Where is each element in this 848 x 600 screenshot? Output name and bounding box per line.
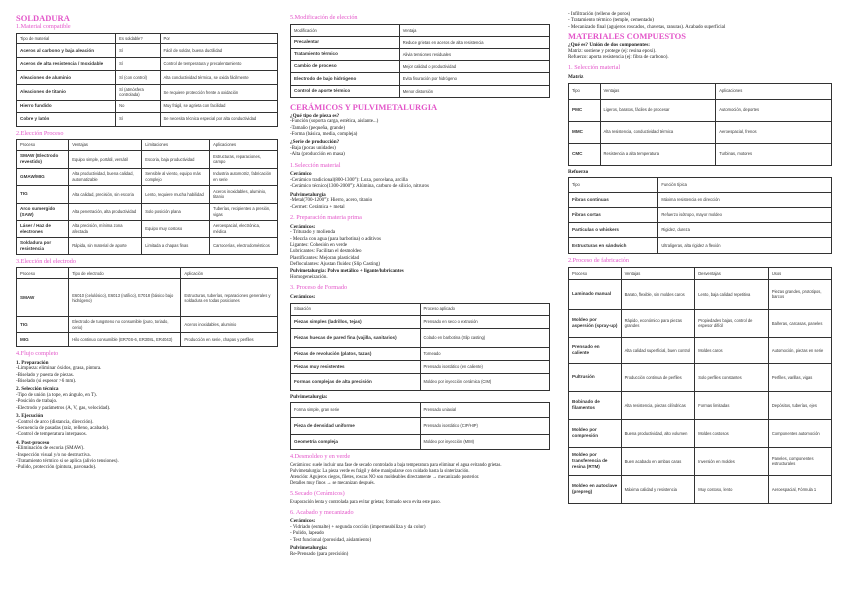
table-row-label: Forma simple, gran serie: [291, 403, 421, 418]
table-row: [569, 267, 832, 279]
table-row: [17, 140, 278, 150]
list-acabado-cont: [568, 12, 832, 31]
label-pulvi-acabado: Pulvimetalurgia:: [290, 545, 328, 552]
table-cell: Se requiere protección frente a oxidación: [160, 84, 277, 100]
table-row: [291, 403, 550, 418]
list-pulvi-acabado: [290, 552, 550, 558]
table-cell: Moldeo por inyección (MIM): [420, 435, 550, 450]
table-cell: Evita fisuración por hidrógeno: [399, 72, 549, 85]
table-row: [291, 360, 550, 373]
table-row: [291, 435, 550, 450]
table-row: [569, 475, 832, 503]
table-row-label: Aleaciones de aluminio: [17, 70, 116, 84]
table-refuerzo: [568, 177, 832, 254]
table-row: [291, 347, 550, 360]
table-row: [17, 237, 278, 254]
list-item: -Metal(700-1200°): Hierro, acero, titanio: [290, 198, 373, 204]
table-cell: Sí (con control): [116, 70, 160, 84]
table-cell: Muy costoso, lento: [695, 475, 769, 503]
table-row-label: Partículas o whiskers: [569, 223, 658, 238]
table-row: [569, 83, 832, 99]
table-cell: Control de temperatura y precalentamiento: [160, 57, 277, 70]
table-cell: Equipo simple, portátil, versátil: [69, 150, 142, 168]
table-row-label: GMAW/MIG: [17, 168, 69, 185]
list-item: Pulvimetalurgia: La pieza verde es frágil y debe manipularse con cuidado hasta la sinterización.: [290, 468, 470, 474]
table-cell: Aplicaciones: [210, 140, 278, 150]
table-row-label: Bobinado de filamentos: [569, 391, 622, 419]
table-cell: Máxima calidad y resistencia: [621, 475, 695, 503]
heading-material-compatible: 1.Material compatible: [16, 22, 71, 30]
heading-seleccion-material-comp: 1. Selección material: [568, 64, 621, 72]
list-item: -Limpieza: eliminar óxidos, grasa, pintura.: [16, 366, 102, 372]
table-row-label: Proceso: [17, 268, 69, 279]
table-cell: Tuberías, recipientes a presión, vigas: [210, 203, 278, 220]
table-row-label: Piezas simples (ladrillos, tejas): [291, 315, 421, 328]
list-item: Cerámicos: suele incluir una fase de secado controlado a baja temperatura para eliminar el agua evitando grietas.: [290, 462, 502, 468]
table-row-label: Tipo de material: [17, 33, 116, 43]
table-cell: Depósitos, tuberías, ejes: [768, 391, 831, 419]
list-item: Defloculantes: Ajustan fluidez (Slip Casting): [290, 262, 380, 268]
list-item: - Mecanizado final (agujeros roscados, chavetas, ranuras). Acabado superficial: [568, 24, 726, 30]
table-cell: Barato, flexible, sin moldes caros: [621, 279, 695, 309]
table-row-label: Geometría compleja: [291, 435, 421, 450]
table-row-label: Estructuras en sándwich: [569, 238, 658, 254]
table-cell: Aeroespacial, Fórmula 1: [768, 475, 831, 503]
table-cell: Reduce grietas en aceros de alta resistencia: [399, 36, 549, 48]
label-ceramicos-acabado: Cerámicos:: [290, 518, 316, 525]
list-item: -Forma (básica, media, compleja): [290, 131, 358, 137]
table-cell: Estructuras, reparaciones, campo: [210, 150, 278, 168]
column-compuestos: [568, 12, 832, 507]
table-cell: Turbinas, motores: [716, 143, 832, 165]
list-item: Atención: Agujeros ciegos, filetes, roscas NO son moldeables directamente → mecanizado posterior.: [290, 474, 480, 480]
section-title-ceramicos: CERÁMICOS Y PULVIMETALURGIA: [290, 101, 438, 112]
table-row: [569, 193, 832, 208]
table-cell: Alta penetración, alta productividad: [69, 203, 142, 220]
table-row-label: PMC: [569, 99, 601, 121]
table-row: [569, 143, 832, 165]
table-cell: Ventajas: [621, 267, 695, 279]
table-row-label: Moldeo por transferencia de resina (RTM): [569, 447, 622, 475]
list-desmoldeo: [290, 463, 550, 487]
section-title-compuestos: MATERIALES COMPUESTOS: [568, 31, 686, 42]
list-item: -Tratamiento térmico si se aplica (alivio tensiones).: [16, 459, 119, 465]
table-row-label: Láser / Haz de electrones: [17, 220, 69, 237]
flujo-steps: [16, 360, 278, 472]
pulvi-prep-extra: Homogeneización.: [290, 274, 328, 280]
table-cell: Alta resistencia, piezas cilíndricas: [621, 391, 695, 419]
table-row-label: Tipo: [569, 83, 601, 99]
heading-modificacion: 5.Modificación de elección: [290, 14, 358, 21]
heading-eleccion-proceso: 2.Elección Proceso: [16, 129, 64, 137]
list-item: Plastificantes: Mejoran plasticidad: [290, 255, 360, 261]
table-cell: Ligeros, baratos, fáciles de procesar: [600, 99, 716, 121]
list-item: -Tipo de unión (a tope, en ángulo, en T).: [16, 392, 97, 398]
table-eleccion-proceso: [16, 139, 278, 254]
table-cell: Función típica: [658, 178, 832, 193]
table-cell: Aceros inoxidables, aluminio: [181, 317, 278, 333]
table-cell: Moldes caros: [695, 337, 769, 363]
table-row-label: SMAW (Electrodo revestido): [17, 150, 69, 168]
label-pulvimetalurgia: Pulvimetalurgia: [290, 191, 326, 198]
list-item: -Pulido, protección (pintura, pavonado).: [16, 465, 97, 471]
table-cell: Propiedades bajas, control de espesor difícil: [695, 309, 769, 337]
section-title-soldadura: SOLDADURA: [16, 13, 70, 23]
table-cell: Piezas grandes, prototipos, barcos: [768, 279, 831, 309]
heading-formado: 3. Proceso de Formado: [290, 284, 348, 292]
table-row-label: Piezas de revolución (platos, tazas): [291, 347, 421, 360]
column-ceramicos: [290, 14, 550, 558]
table-row: [291, 60, 550, 72]
table-cell: Paneles, componentes estructurales: [768, 447, 831, 475]
table-row: [569, 178, 832, 193]
table-row-label: Aceros al carbono y baja aleación: [17, 43, 116, 57]
table-row-label: Aleaciones de titanio: [17, 84, 116, 100]
table-cell: Ultraligeras, alta rigidez a flexión: [658, 238, 832, 254]
table-cell: Formas limitadas: [695, 391, 769, 419]
label-ceramicos-formado: Cerámicos:: [290, 294, 316, 301]
flujo-step-title: 4. Post-proceso: [16, 439, 50, 446]
list-item: -Tamaño (pequeña, grande): [290, 125, 346, 131]
list-item: - Vidriado (esmalte) + segunda cocción (impermeabiliza y da color): [290, 524, 426, 530]
table-row: [291, 36, 550, 48]
table-cell: Equipo muy costoso: [142, 220, 210, 237]
table-matriz: [568, 83, 832, 166]
list-item: - Infiltración (relleno de poros): [568, 12, 631, 17]
table-cell: Lento, baja calidad repetitiva: [695, 279, 769, 309]
table-cell: Buena productividad, alto volumen: [621, 419, 695, 447]
table-cell: Buen acabado en ambas caras: [621, 447, 695, 475]
list-ceramico: [290, 178, 550, 191]
table-row-label: Modificación: [291, 24, 400, 36]
table-row: [291, 373, 550, 390]
table-row-label: Cobre y latón: [17, 112, 116, 126]
list-item: -Cerámico técnico(1300-2000°): Alúmina, carburo de silicio, nitruros: [290, 184, 429, 190]
table-cell: Alta calidad superficial, buen control: [621, 337, 695, 363]
table-row: [291, 72, 550, 85]
table-row: [569, 419, 832, 447]
table-cell: Moldeo por inyección cerámica (CIM): [420, 373, 550, 390]
table-cell: Es soldable?: [116, 33, 160, 43]
table-row: [17, 317, 278, 333]
table-cell: Producción continua de perfiles: [621, 363, 695, 391]
flujo-step-title: 2. Selección técnica: [16, 386, 59, 393]
table-row-label: Proceso: [17, 140, 69, 150]
table-cell: Refuerzo isótropo, mayor moldeo: [658, 208, 832, 223]
table-row-label: Formas complejas de alta precisión: [291, 373, 421, 390]
table-cell: Alta precisión, mínima zona afectada: [69, 220, 142, 237]
table-row: [569, 208, 832, 223]
list-item: -Electrodo y parámetros (A, V, gas, velocidad).: [16, 405, 111, 411]
table-row: [569, 223, 832, 238]
table-cell: Aceros inoxidables, aluminio, titanio: [210, 185, 278, 203]
table-row: [17, 33, 278, 43]
table-cell: Tipo de electrodo: [69, 268, 181, 279]
table-row: [291, 24, 550, 36]
table-cell: Solo posición plana: [142, 203, 210, 220]
table-row-label: Cambio de proceso: [291, 60, 400, 72]
table-row-label: Aceros de alta resistencia / Inoxidable: [17, 57, 116, 70]
table-cell: Rigidez, dureza: [658, 223, 832, 238]
table-row-label: Control de aporte térmico: [291, 85, 400, 97]
table-cell: Prensado uniaxial: [420, 403, 550, 418]
label-matriz: Matriz: [568, 74, 584, 81]
list-item: -Biselado (si espesor >6 mm).: [16, 379, 77, 385]
table-row-label: Piezas muy resistentes: [291, 360, 421, 373]
table-cell: Estructuras, tuberías, reparaciones generales y soldadura en todas posiciones: [181, 279, 278, 317]
table-row: [291, 315, 550, 328]
list-item: -Alta (producción en masa): [290, 152, 345, 158]
table-cell: Mejor calidad o productividad: [399, 60, 549, 72]
table-cell: Sí: [116, 43, 160, 57]
table-row: [569, 121, 832, 143]
table-row: [291, 303, 550, 315]
table-row-label: Situación: [291, 303, 421, 315]
table-row: [17, 70, 278, 84]
table-row: [17, 150, 278, 168]
table-row-label: Piezas huecas de pared fina (vajilla, sanitarios): [291, 328, 421, 347]
table-row: [569, 337, 832, 363]
table-cell: Prensado isostático (CIP/HIP): [420, 418, 550, 435]
table-row-label: Moldeo en autoclave (prepreg): [569, 475, 622, 503]
list-ceramicos-acabado: [290, 525, 550, 544]
table-cell: Se necesita técnica especial por alta conductividad: [160, 112, 277, 126]
table-cell: Industria automotriz, fabricación en serie: [210, 168, 278, 185]
list-item: Re-Prensado (para precisión): [290, 551, 349, 557]
table-modificacion: [290, 24, 550, 98]
table-row-label: Soldadura por resistencia: [17, 237, 69, 254]
table-eleccion-electrodo: [16, 267, 278, 347]
table-cell: Alta conductividad térmica, se oxida fácilmente: [160, 70, 277, 84]
column-soldadura: [16, 14, 278, 472]
table-row: [569, 309, 832, 337]
table-cell: Hilo continuo consumible (ER70S-6, ER308L, ER4043): [69, 332, 181, 346]
label-ceramico: Cerámico: [290, 171, 312, 178]
table-cell: Alivia tensiones residuales: [399, 48, 549, 60]
table-row: [17, 268, 278, 279]
table-cell: Desventajas: [695, 267, 769, 279]
table-cell: Máxima resistencia en dirección: [658, 193, 832, 208]
table-row-label: Electrodo de bajo hidrógeno: [291, 72, 400, 85]
list-item: - Mezcla con agua (para barbotina) o aditivos: [290, 236, 381, 242]
table-row: [291, 85, 550, 97]
table-material-compatible: [16, 33, 278, 127]
table-row: [569, 447, 832, 475]
table-row: [17, 100, 278, 112]
question-serie: ¿Serie de producción?: [290, 139, 340, 146]
table-row: [17, 168, 278, 185]
table-cell: Bañeras, carcasas, paneles: [768, 309, 831, 337]
table-cell: Sí: [116, 112, 160, 126]
list-item: - Pulido, lapeado: [290, 531, 325, 537]
table-row-label: TIG: [17, 185, 69, 203]
table-row-label: Fibras cortas: [569, 208, 658, 223]
table-cell: Lento, requiere mucha habilidad: [142, 185, 210, 203]
table-cell: Rápido, económico para piezas grandes: [621, 309, 695, 337]
table-row: [17, 84, 278, 100]
table-row: [569, 279, 832, 309]
table-row-label: MIG: [17, 332, 69, 346]
table-cell: Carrocerías, electrodomésticos: [210, 237, 278, 254]
table-row: [291, 328, 550, 347]
heading-seleccion-material: 1.Selección material: [290, 161, 341, 169]
table-row-label: Tratamiento térmico: [291, 48, 400, 60]
table-cell: Automoción, deportes: [716, 99, 832, 121]
table-row: [17, 203, 278, 220]
list-ceramicos-prep: [290, 230, 550, 268]
table-row-label: MMC: [569, 121, 601, 143]
table-cell: Alta resistencia, conductividad térmica: [600, 121, 716, 143]
table-cell: Torneado: [420, 347, 550, 360]
table-cell: Proceso aplicado: [420, 303, 550, 315]
heading-flujo-completo: 4.Flujo completo: [16, 349, 59, 357]
table-row: [569, 99, 832, 121]
heading-desmoldeo: 4.Desmoldeo y en verde: [290, 453, 351, 461]
table-cell: Sí (atmósfera controlada): [116, 84, 160, 100]
question-tipo-pieza: ¿Qué tipo de pieza es?: [290, 112, 340, 119]
table-row: [17, 57, 278, 70]
table-cell: Menor distorsión: [399, 85, 549, 97]
table-cell: No: [116, 100, 160, 112]
table-row-label: CMC: [569, 143, 601, 165]
list-item: Ligantes: Cohesión en verde: [290, 242, 348, 248]
table-row-label: Hierro fundido: [17, 100, 116, 112]
table-cell: Resistencia a alta temperatura: [600, 143, 716, 165]
list-tipo-pieza: [290, 119, 550, 138]
table-cell: Sí: [116, 57, 160, 70]
table-cell: Limitada a chapas finas: [142, 237, 210, 254]
table-formado-ceramicos: [290, 303, 550, 391]
table-row: [569, 238, 832, 254]
list-item: -Cermet: Cerámica + metal: [290, 204, 345, 210]
label-refuerzo: Refuerzo: [568, 168, 589, 175]
list-item: -Eliminación de escoria (SMAW).: [16, 446, 85, 452]
table-row-label: Laminado manual: [569, 279, 622, 309]
table-row-label: Tipo: [569, 178, 658, 193]
text-secado: Evaporación lenta y controlada para evitar grietas; formado seco evita este paso.: [290, 499, 441, 505]
table-cell: Colado en barbotina (Slip casting): [420, 328, 550, 347]
list-item: -Cerámico tradicional(800-1300°): Loza, porcelana, arcilla: [290, 177, 408, 183]
table-row: [17, 279, 278, 317]
table-cell: Alta calidad, precisión, sin escoria: [69, 185, 142, 203]
flujo-step-title: 1. Preparación: [16, 359, 49, 366]
table-row: [17, 43, 278, 57]
table-cell: Alta productividad, buena calidad, automatizable: [69, 168, 142, 185]
table-row: [569, 391, 832, 419]
table-cell: Rápida, sin material de aporte: [69, 237, 142, 254]
table-cell: Automoción, piezas en serie: [768, 337, 831, 363]
table-row: [291, 418, 550, 435]
table-cell: Ventaja: [399, 24, 549, 36]
heading-preparacion: 2. Preparación materia prima: [290, 213, 362, 221]
table-cell: Ventajas: [600, 83, 716, 99]
list-item: -Inspección visual y/o no destructiva.: [16, 452, 91, 458]
table-cell: Fácil de soldar, buena ductilidad: [160, 43, 277, 57]
table-cell: Moldes costosos: [695, 419, 769, 447]
table-row-label: Pultrusión: [569, 363, 622, 391]
table-row-label: Moldeo por aspersión (spray-up): [569, 309, 622, 337]
table-cell: E6010 (celulósico), E6013 (rutílico), E7018 (básico bajo hidrógeno): [69, 279, 181, 317]
list-serie: [290, 146, 550, 159]
table-cell: Componentes automoción: [768, 419, 831, 447]
table-cell: Escoria, baja productividad: [142, 150, 210, 168]
table-row-label: Arco sumergido (SAW): [17, 203, 69, 220]
label-pulvi-formado: Pulvimetalurgia:: [290, 393, 328, 400]
list-item: -Función (soporta carga, estética, aislante...): [290, 119, 379, 125]
table-cell: Aplicación: [181, 268, 278, 279]
table-cell: Inversión en moldes: [695, 447, 769, 475]
table-row-label: Proceso: [569, 267, 622, 279]
table-cell: Solo perfiles constantes: [695, 363, 769, 391]
list-item: Detalles muy finos → se mecanizan después.: [290, 480, 375, 486]
table-cell: Ventajas: [69, 140, 142, 150]
table-row-label: Prensado en caliente: [569, 337, 622, 363]
list-item: -Posición de trabajo.: [16, 399, 58, 405]
list-pulvimetalurgia: [290, 198, 550, 211]
table-cell: Producción en serie, chapas y perfiles: [181, 332, 278, 346]
table-row-label: TIG: [17, 317, 69, 333]
list-item: Refuerzo: aporta resistencia (ej: fibra de carbono).: [568, 54, 669, 60]
table-cell: Usos: [768, 267, 831, 279]
list-item: Matriz: sostiene y protege (ej: resina epoxi).: [568, 48, 657, 54]
table-cell: Electrodo de tungsteno no consumible (puro, toriado, cerio): [69, 317, 181, 333]
heading-proceso-fabricacion: 2.Proceso de fabricación: [568, 257, 629, 265]
table-row: [17, 220, 278, 237]
list-item: Lubricantes: Facilitan el desmoldeo: [290, 249, 362, 255]
list-item: -Control de temperatura interpasos.: [16, 432, 87, 438]
list-que-es: [568, 49, 832, 62]
table-cell: Muy frágil, se agrieta con facilidad: [160, 100, 277, 112]
table-row: [291, 48, 550, 60]
table-cell: Prensado isostático (en caliente): [420, 360, 550, 373]
flujo-step-title: 3. Ejecución: [16, 413, 44, 420]
table-cell: Por: [160, 33, 277, 43]
question-que-es: ¿Qué es? Unión de dos componentes:: [568, 42, 650, 49]
heading-acabado: 6. Acabado y mecanizado: [290, 508, 354, 516]
list-item: -Baja (pocas unidades): [290, 145, 336, 151]
table-row-label: Moldeo por compresión: [569, 419, 622, 447]
table-cell: Aeroespacial, frenos: [716, 121, 832, 143]
table-row-label: SMAW: [17, 279, 69, 317]
table-cell: Aplicaciones: [716, 83, 832, 99]
list-item: - Triturado y molienda: [290, 230, 336, 236]
table-cell: Prensado en seco o extrusión: [420, 315, 550, 328]
table-row: [17, 332, 278, 346]
table-row-label: Pieza de densidad uniforme: [291, 418, 421, 435]
table-proceso-fabricacion: [568, 267, 832, 504]
list-item: -Biselado y puesta de piezas.: [16, 372, 74, 378]
list-item: -Control de arco (distancia, dirección).: [16, 419, 94, 425]
list-item: - Tratamiento térmico (temple, cementado): [568, 18, 654, 24]
heading-secado: 5.Secado (Cerámicos): [290, 489, 345, 497]
table-formado-pulvi: [290, 402, 550, 450]
label-ceramicos-prep: Cerámicos:: [290, 223, 316, 230]
table-cell: Perfiles, varillas, vigas: [768, 363, 831, 391]
heading-eleccion-electrodo: 3.Elección del electrodo: [16, 257, 76, 265]
pulvi-prep-line: Pulvimetalurgia: Polvo metálico + ligante/lubricantes: [290, 268, 404, 274]
table-cell: Limitaciones: [142, 140, 210, 150]
table-row-label: Fibras continuas: [569, 193, 658, 208]
list-item: -Secuencia de pasadas (raíz, relleno, acabado).: [16, 425, 110, 431]
table-cell: Sensible al viento, equipo más complejo: [142, 168, 210, 185]
table-cell: Aeroespacial, electrónica, médica: [210, 220, 278, 237]
table-row: [17, 185, 278, 203]
table-row: [17, 112, 278, 126]
table-row: [569, 363, 832, 391]
list-item: - Test funcional (porosidad, aislamiento): [290, 537, 372, 543]
table-row-label: Precalentar: [291, 36, 400, 48]
